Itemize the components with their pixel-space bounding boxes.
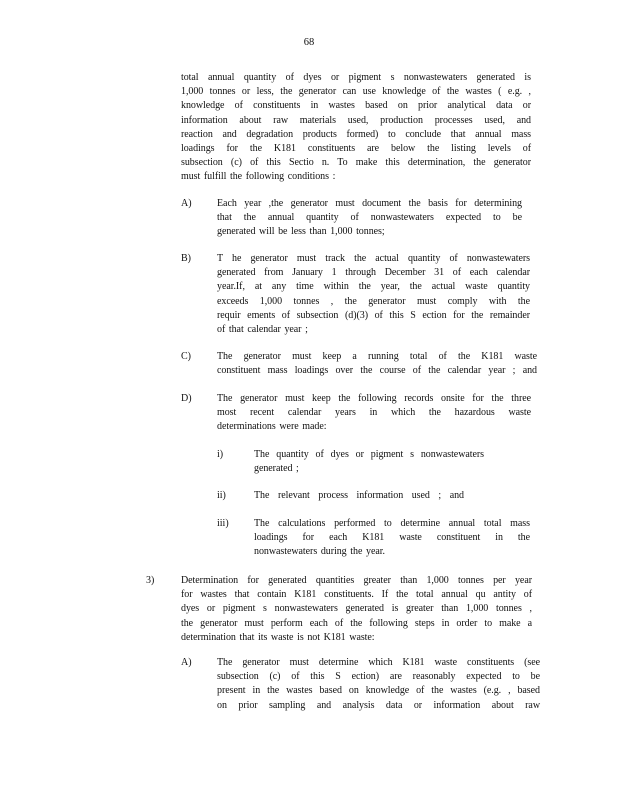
intro-paragraph bbox=[181, 71, 531, 185]
subitem-marker-i: i) bbox=[217, 449, 224, 460]
subitem-line: The relevant process information used ; and bbox=[254, 490, 464, 501]
section-3-item-marker-a: A) bbox=[181, 657, 192, 668]
item-line: of that calendar year ; bbox=[217, 324, 308, 336]
subitem-line: nonwastewaters during the year. bbox=[254, 546, 385, 558]
item-line: requir ements of subsection (d)(3) of this S ection for the remainder bbox=[217, 309, 530, 321]
item-marker-b: B) bbox=[181, 253, 191, 264]
section-3-item-line: on prior sampling and analysis data or information about raw bbox=[217, 699, 540, 711]
item-line: most recent calendar years in which the hazardous waste bbox=[217, 407, 531, 419]
item-line: The generator must keep a running total of the K181 waste bbox=[217, 351, 537, 362]
item-c-text bbox=[217, 350, 537, 378]
intro-line: total annual quantity of dyes or pigment s nonwastewaters generated is bbox=[181, 72, 531, 83]
subitem-i-text bbox=[254, 448, 484, 476]
intro-line: information about raw materials used, production processes used, and bbox=[181, 114, 531, 126]
item-line: T he generator must track the actual quantity of nonwastewaters bbox=[217, 253, 530, 264]
subitem-line: loadings for each K181 waste constituent in the bbox=[254, 532, 530, 544]
intro-line: subsection (c) of this Sectio n. To make this determination, the generator bbox=[181, 157, 531, 169]
subitem-line: The quantity of dyes or pigment s nonwastewaters bbox=[254, 449, 484, 460]
item-marker-a: A) bbox=[181, 198, 192, 209]
section-3-text bbox=[181, 574, 532, 645]
subitem-iii-text bbox=[254, 517, 530, 560]
section-3-marker: 3) bbox=[146, 575, 155, 586]
section-3-line: Determination for generated quantities greater than 1,000 tonnes per year bbox=[181, 575, 532, 586]
subitem-line: The calculations performed to determine annual total mass bbox=[254, 518, 530, 529]
section-3-item-line: subsection (c) of this S ection) are reasonably expected to be bbox=[217, 671, 540, 683]
intro-line: knowledge of constituents in wastes based on prior analytical data or bbox=[181, 100, 531, 112]
item-marker-c: C) bbox=[181, 351, 191, 362]
subitem-marker-iii: iii) bbox=[217, 518, 229, 529]
subitem-marker-ii: ii) bbox=[217, 490, 226, 501]
item-line: The generator must keep the following records onsite for the three bbox=[217, 393, 531, 404]
item-line: Each year ,the generator must document the basis for determining bbox=[217, 198, 522, 209]
intro-line: 1,000 tonnes or less, the generator can use knowledge of the wastes ( e.g. , bbox=[181, 86, 531, 98]
item-line: determinations were made: bbox=[217, 421, 327, 433]
section-3-item-line: present in the wastes based on knowledge of the wastes (e.g. , based bbox=[217, 685, 540, 697]
intro-line: loadings for the K181 constituents are below the listing levels of bbox=[181, 143, 531, 155]
item-line: generated will be less than 1,000 tonnes; bbox=[217, 226, 385, 238]
item-line: exceeds 1,000 tonnes , the generator must comply with the bbox=[217, 295, 530, 307]
section-3-item-line: The generator must determine which K181 waste constituents (see bbox=[217, 657, 540, 668]
item-line: constituent mass loadings over the course of the calendar year ; and bbox=[217, 365, 537, 377]
item-b-text bbox=[217, 252, 530, 337]
item-line: that the annual quantity of nonwastewaters expected to be bbox=[217, 212, 522, 224]
section-3-item-a-text bbox=[217, 656, 540, 713]
item-line: year.If, at any time within the year, the actual waste quantity bbox=[217, 281, 530, 293]
subitem-line: generated ; bbox=[254, 463, 299, 475]
intro-line: reaction and degradation products formed) to conclude that annual mass bbox=[181, 128, 531, 140]
item-d-text bbox=[217, 392, 531, 435]
section-3-line: the generator must perform each of the following steps in order to make a bbox=[181, 617, 532, 629]
page-number: 68 bbox=[303, 37, 315, 48]
item-marker-d: D) bbox=[181, 393, 192, 404]
section-3-line: dyes or pigment s nonwastewaters generated is greater than 1,000 tonnes , bbox=[181, 603, 532, 615]
subitem-ii-text bbox=[254, 489, 464, 503]
item-line: generated from January 1 through December 31 of each calendar bbox=[217, 267, 530, 279]
intro-line: must fulfill the following conditions : bbox=[181, 171, 336, 183]
section-3-line: for wastes that contain K181 constituents. If the total annual qu antity of bbox=[181, 589, 532, 601]
section-3-line: determination that its waste is not K181 waste: bbox=[181, 631, 375, 643]
item-a-text bbox=[217, 197, 522, 240]
